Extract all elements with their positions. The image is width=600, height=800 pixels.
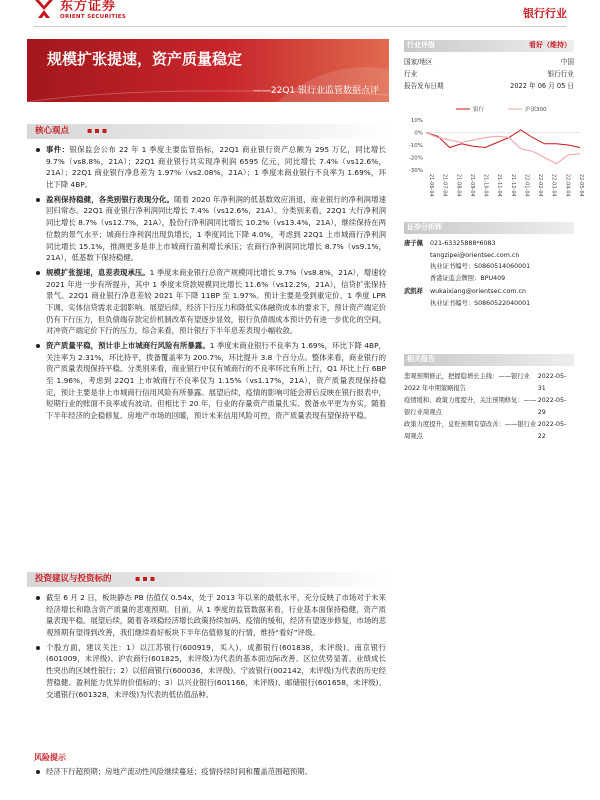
y-tick-label: -10% [408,143,423,149]
logo-text-en: ORIENT SECURITIES [60,14,127,20]
x-tick-label: 21-12-04 [509,174,516,197]
y-tick-label: 0% [414,130,423,137]
title-banner [27,39,389,102]
x-tick-label: 22-05-04 [578,174,584,197]
brand-logo [33,0,126,24]
core-point: 事件：银保监会公布 22 年 1 季度主要监管指标，22Q1 商业银行资产总额为 295 万亿，同比增长 9.7%（vs8.8%，21A）；22Q1 商业银行共实现净利润 6595 亿元，同比增长 7.4%（vs12.6%，21A）；22Q1 商业银行净息差为 1.97%（vs2.08%，21A）；1 季度末商业银行不良率为 1.69%，环比下降 4BP。 [34,144,386,191]
analyst-phone: 021-63325888*6083 [430,240,496,247]
x-tick-label: 22-04-04 [564,174,571,197]
related-panel [404,354,574,443]
analyst-entry [404,238,574,284]
risk-block [34,752,386,781]
analyst-name: 唐子佩 [404,240,423,247]
y-tick-label: -30% [408,168,423,174]
x-tick-label: 21-11-04 [496,174,503,197]
industry-tag: 银行行业 [523,7,567,20]
x-tick-label: 22-01-04 [523,174,530,197]
performance-chart [404,104,584,214]
x-tick-label: 21-09-04 [468,174,475,197]
series-line [426,133,580,164]
legend-label: 银行 [473,107,485,113]
legend-label: 沪深300 [525,107,547,113]
related-report[interactable]: 政策力度提升，息贬预期有望改善：——银行业周观点 2022-05-22 [404,421,567,440]
related-report[interactable]: 疫情缓和、政策力度提升，关注预期修复：——银行业周观点 2022-05-29 [404,397,567,416]
y-tick-label: -20% [408,155,423,162]
section-dots: ▪▪▪ [135,574,158,583]
invest-point: 个股方面，建议关注：1）以江苏银行(600919，买入)、成都银行(601838，未评级)、南京银行(601009，未评级)、沪农商行(601825，未评级)为代表的基本面边际改善、区位优势显著、业绩成长性突出的区域性银行；2）以招商银行(600036，未评级)、宁波银行(002142，未评级)为代表的历史经营稳健、盈利能力优异的价值标的；3）以兴业银行(601166，未评级)、邮储银行(601658，未评级)、交通银行(601328，未评级)为代表的低估值品种。 [34,642,386,700]
rating-row: 报告发布日期 2022 年 06 月 05 日 [404,82,574,90]
analyst-email: wukaixiang@orientsec.com.cn [430,288,526,295]
x-tick-label: 21-08-04 [455,174,462,197]
logo-text-cn: 东方证券 [60,0,117,14]
rating-value: 看好（维持） [529,41,571,49]
risk-point: 经济下行超预期；房地产流动性风险继续蔓延；疫情持续时间和覆盖范围超预期。 [34,766,386,778]
rating-panel [404,40,574,92]
risk-title: 风险提示 [34,753,66,762]
core-point: 资产质量平稳，预计非上市城商行风险有所暴露。1 季度末商业银行不良率为 1.69%，环比下降 4BP，关注率为 2.31%，环比持平，拨备覆盖率为 200.7%，环比提升 3.8 个百分点。整体来看，商业银行的资产质量表现保持平稳。分类别来看，商业银行中仅有城商行的不良率环比有所上行，Q1 环比上行 6BP 至 1.96%，考虑到 22Q1 上市城商行不良率仅为 1.15%（vs1.17%，21A），资产质量表现保持稳定，预计主要是非上市城商行信用风险有所暴露。展望后续，疫情的影响可能会滞后反映在银行报表中，短期行业的账面不良率或有波动。但相比于 20 年，行业的存量资产质量扎实、拨备水平更为夯实，随着下半年经济的企稳修复、房地产市场的回暖，预计未来信用风险可控，资产质量表现有望保持平稳。 [34,340,386,422]
rating-header [404,40,574,52]
analyst-head-label: 证券分析师 [407,223,442,231]
rating-head-label: 行业评级 [407,41,435,49]
report-title: 规模扩张提速，资产质量稳定 [47,50,243,68]
core-points-list [34,144,386,425]
related-head-label: 相关报告 [407,355,435,363]
y-tick-label: 10% [410,118,423,124]
related-report[interactable]: 悲观预期修正，把握稳增长主线：——银行业 2022 年中期策略报告 2022-05-31 [404,373,567,392]
x-tick-label: 22-02-04 [537,174,544,197]
header-divider [33,26,567,27]
analyst-email: tangzipei@orientsec.com.cn [430,251,520,259]
core-section-header [27,124,389,139]
invest-point: 截至 6 月 2 日，板块静态 PB 估值仅 0.54x，处于 2013 年以来的最低水平，充分反映了市场对于未来经济增长和隐含资产质量的悲观预期。目前，从 1 季度的监管数据来看，行业基本面保持稳健，资产质量表现平稳。展望后续，随着各项稳经济增长政策持续加码、疫情的缓和，经济有望逐步修复，市场的悲观预期有望得到改善，我们继续看好板块下半年估值修复的行情，维持“看好”评级。 [34,592,386,639]
x-tick-label: 21-07-04 [441,174,448,197]
analyst-entry [404,286,574,309]
section-dots: ▪▪▪ [87,126,110,135]
x-tick-label: 22-03-04 [550,174,557,197]
core-point: 规模扩张提速，息差表现承压。1 季度末商业银行总资产规模同比增长 9.7%（vs8.8%，21A），增速较 2021 年进一步有所提升，其中 1 季度末贷款规模同比增长 11.6%（vs12.2%，21A），信贷扩张保持景气。22Q1 商业银行净息差较 2021 年下降 11BP 至 1.97%。预计主要是受到重定价、1 季度 LPR 下调、实体信贷需求走弱影响。展望后续，经济下行压力和降低实体融资成本的要求下，预计资产端定价仍有下行压力，但负债端存款定价机制改革有望逐步显效，银行负债端成本预计仍有进一步优化的空间，对冲资产端定价下行的压力，综合来看，预计银行下半年息差表现小幅收敛。 [34,267,386,337]
core-section-title: 核心观点 [35,126,70,136]
invest-section-header [27,572,389,587]
logo-icon [33,0,55,18]
rating-row: 国家/地区 中国 [404,58,574,66]
invest-section-title: 投资建议与投资标的 [35,574,112,584]
invest-points-list [34,592,386,703]
analyst-license: 执业证书编号：S0860522040001 [430,299,531,307]
related-header [404,354,574,366]
report-subtitle: ——22Q1 银行业监管数据点评 [252,86,379,96]
analyst-header [404,222,574,234]
x-tick-label: 21-10-04 [482,174,489,197]
analyst-panel [404,222,574,309]
rating-row: 行业 银行行业 [404,70,574,78]
core-point: 盈利保持稳健，各类别银行表现分化。随着 2020 年净利润的低基数效应消退，商业银行的净利润增速回归常态。22Q1 商业银行净利润同比增长 7.4%（vs12.6%，21A）。分类别来看，22Q1 大行净利润同比增长 8.7%（vs12.7%，21A），股份行净利润同比增长 10.2%（vs13.4%，21A），继续保持在两位数的景气水平；城商行净利润出现负增长，1 季度同比下降 4.0%，考虑到 22Q1 上市城商行净利润同比增长 15.1%，推测更多是非上市城商行盈利增长承压；农商行净利润同比增长 8.7%（vs9.1%，21A），低基数下保持稳健。 [34,194,386,264]
analyst-license: 执业证书编号：S0860514060001 [430,263,531,270]
analyst-name: 武凯祥 [404,288,423,295]
x-tick-label: 21-06-04 [428,174,434,197]
analyst-hk-license: 香港证监会牌照：BPU409 [430,274,506,282]
